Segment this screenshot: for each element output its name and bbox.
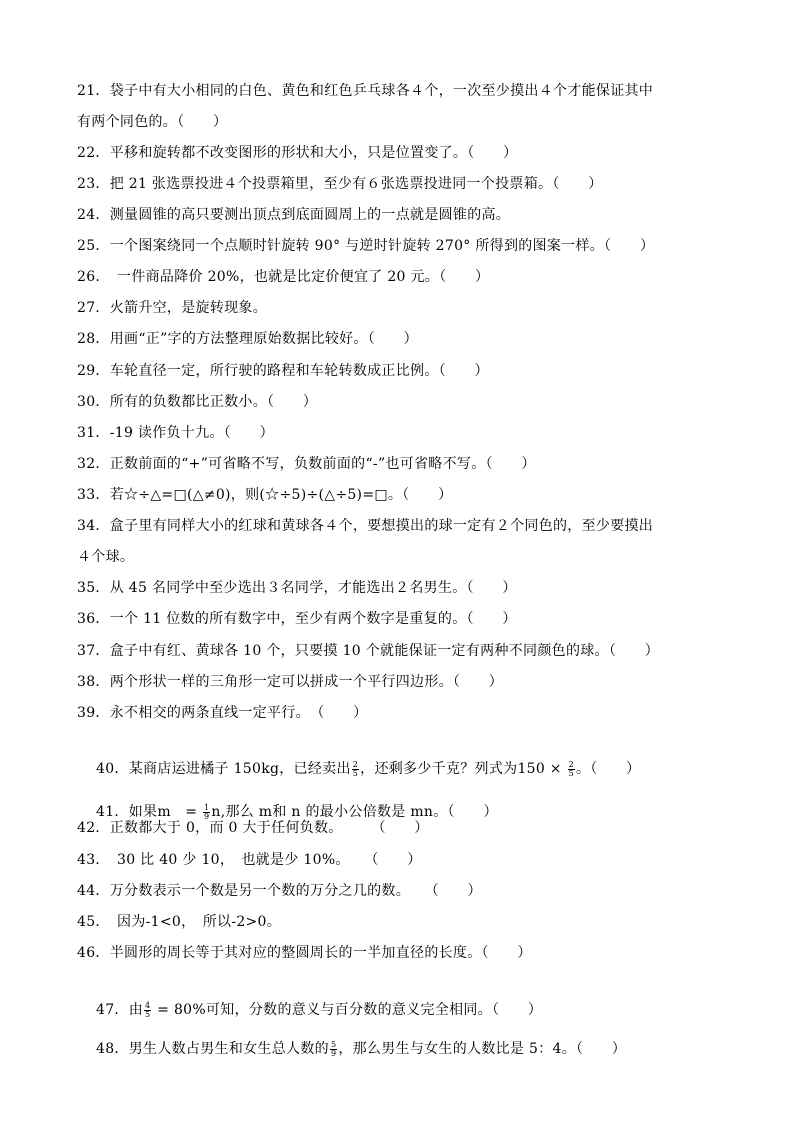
fraction-denominator: 5 [568,768,574,778]
fraction-denominator: 5 [145,1009,151,1019]
question-40-middle: ，还剩多少千克？列式为150 × [360,761,567,777]
question-47-suffix: = 80%可知，分数的意义与百分数的意义完全相同。（ ） [152,1002,543,1018]
fraction-numerator: 1 [204,802,210,812]
question-25: 25．一个图案绕同一个点顺时针旋转 90° 与逆时针旋转 270° 所得到的图案一样。（ ） [77,238,655,254]
fraction-numerator: 5 [330,1039,337,1049]
fraction-numerator: 4 [145,1000,151,1010]
question-36: 36．一个 11 位数的所有数字中，至少有两个数字是重复的。（ ） [77,611,517,627]
question-44: 44．万分数表示一个数是另一个数的万分之几的数。 （ ） [77,883,482,899]
question-40-fraction-2 [568,761,575,778]
question-32: 32．正数前面的“+”可省略不写，负数前面的“-”也可省略不写。（ ） [77,456,536,472]
question-33: 33．若☆÷△=□(△≠0)，则(☆÷5)÷(△÷5)=□。（ ） [77,487,453,503]
question-28: 28．用画“正”字的方法整理原始数据比较好。（ ） [77,331,418,347]
question-48-prefix: 48．男生人数占男生和女生总人数的 [96,1041,329,1057]
question-26: 26． 一件商品降价 20%，也就是比定价便宜了 20 元。（ ） [77,269,490,285]
fraction-numerator: 2 [568,759,574,769]
question-45: 45． 因为-1<0， 所以-2>0。 [77,914,282,930]
fraction-denominator: 9 [204,811,210,821]
question-24: 24．测量圆锥的高只要测出顶点到底面圆周上的一点就是圆锥的高。 [77,207,511,223]
question-41-prefix: 41．如果m = [96,804,202,820]
question-43: 43． 30 比 40 少 10， 也就是少 10%。 （ ） [77,852,422,868]
question-34-line1: 34．盒子里有同样大小的红球和黄球各４个，要想摸出的球一定有２个同色的，至少要摸出 [77,518,654,534]
question-35: 35．从 45 名同学中至少选出３名同学，才能选出２名男生。（ ） [77,580,517,596]
question-21-line1: 21．袋子中有大小相同的白色、黄色和红色乒乓球各４个，一次至少摸出４个才能保证其中 [77,83,654,99]
question-40-suffix: 。（ ） [575,761,641,777]
question-31: 31．-19 读作负十九。（ ） [77,425,274,441]
question-40-fraction-1 [352,761,359,778]
question-48-fraction [330,1041,337,1058]
question-40-prefix: 40．某商店运进橘子 150kg，已经卖出 [96,761,351,777]
fraction-numerator: 2 [352,759,359,769]
question-48-suffix: ，那么男生与女生的人数比是 5：4。（ ） [338,1041,627,1057]
question-48 [77,1019,626,1079]
fraction-denominator: 9 [330,1048,337,1058]
question-21-line2: 有两个同色的。（ ） [77,114,228,130]
question-30: 30．所有的负数都比正数小。（ ） [77,394,318,410]
question-47-prefix: 47．由 [96,1002,144,1018]
fraction-denominator: 5 [352,768,359,778]
question-37: 37．盒子中有红、黄球各 10 个，只要摸 10 个就能保证一定有两种不同颜色的球。（ ） [77,643,660,659]
question-22: 22．平移和旋转都不改变图形的形状和大小，只是位置变了。（ ） [77,145,518,161]
question-41-suffix: n,那么 m和 n 的最小公倍数是 mn。（ ） [211,804,498,820]
question-38: 38．两个形状一样的三角形一定可以拼成一个平行四边形。（ ） [77,674,504,690]
question-47-fraction [144,1002,151,1019]
question-29: 29．车轮直径一定，所行驶的路程和车轮转数成正比例。（ ） [77,363,489,379]
question-46: 46．半圆形的周长等于其对应的整圆周长的一半加直径的长度。（ ） [77,945,532,961]
question-42: 42．正数都大于 0，而 0 大于任何负数。 （ ） [77,820,429,836]
question-39: 39．永不相交的两条直线一定平行。 （ ） [77,705,368,721]
question-23: 23．把 21 张选票投进４个投票箱里，至少有６张选票投进同一个投票箱。（ ） [77,176,603,192]
question-27: 27．火箭升空，是旋转现象。 [77,300,268,316]
question-34-line2: ４个球。 [77,549,135,565]
